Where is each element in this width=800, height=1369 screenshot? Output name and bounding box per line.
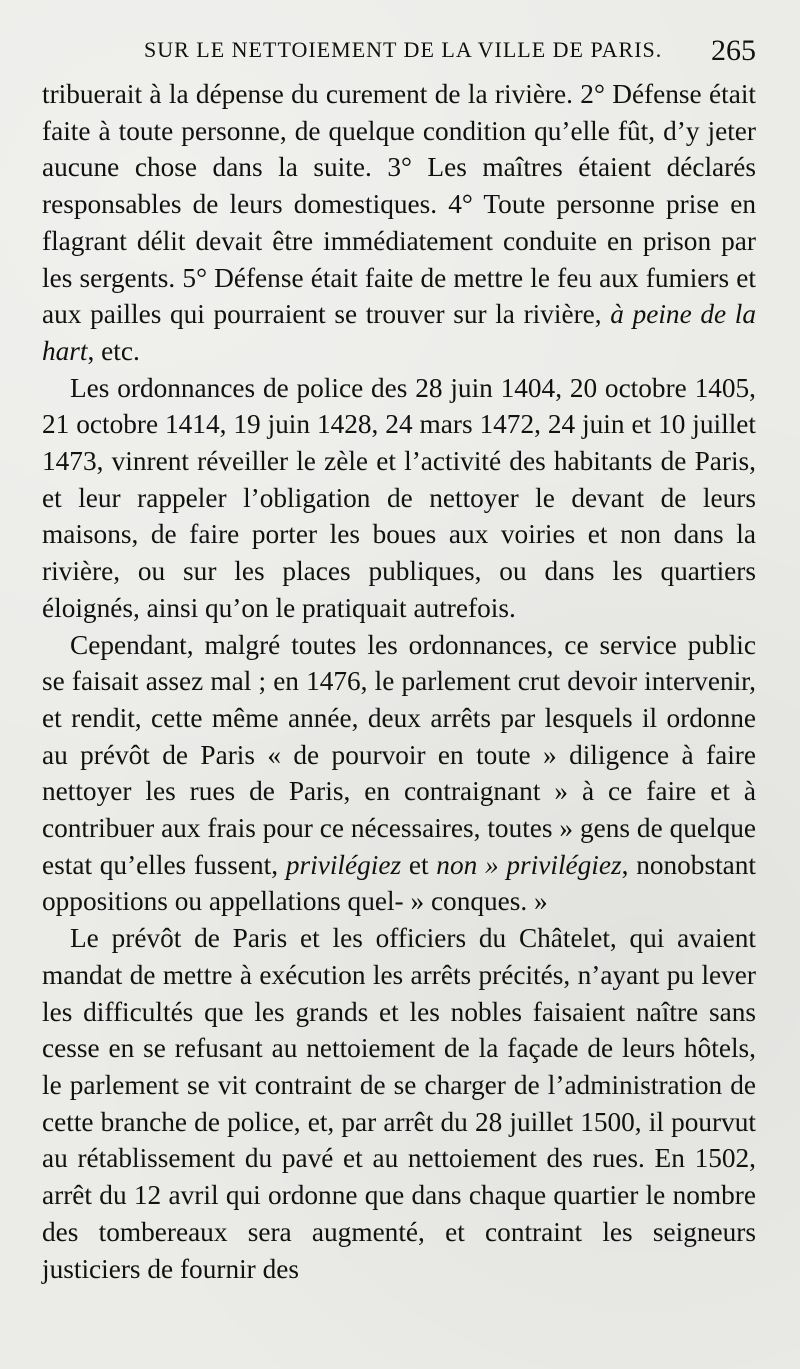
page-number: 265 [711, 34, 756, 67]
paragraph-4-text: Le prévôt de Paris et les officiers du Châtelet, qui avaient mandat de mettre à exécution les arrêts précités, n’ayant pu lever les difficultés que les grands et les nobles faisaient naître sans cesse en se refusant au nettoiement de la façade de leurs hôtels, le parlement se vit contraint de se charger de l’administration de cette branche de police, et, par arrêt du 28 juillet 1500, il pourvut au rétablissement du pavé et au nettoiement des rues. En 1502, arrêt du 12 avril qui ordonne que dans chaque quartier le nombre des tombereaux sera augmenté, et contraint les seigneurs justiciers de fournir des [42, 923, 756, 1284]
running-title: SUR LE NETTOIEMENT DE LA VILLE DE PARIS. [144, 37, 663, 62]
body-text [42, 76, 756, 1287]
paragraph-1-text-a: tribuerait à la dépense du curement de la rivière. 2° Défense était faite à toute personne, de quelque condition qu’elle fût, d’y jeter aucune chose dans la suite. 3° Les maîtres étaient déclarés responsables de leurs domestiques. 4° Toute personne prise en flagrant délit devait être immédiatement conduite en prison par les sergents. 5° Défense était faite de mettre le feu aux fumiers et aux pailles qui pourraient se trouver sur la rivière, [42, 79, 756, 330]
paragraph-3-text-a: Cependant, malgré toutes les ordonnances, ce service public se faisait assez mal ; en 1476, le parlement crut devoir intervenir, et rendit, cette même année, deux arrêts par lesquels il ordonne au prévôt de Paris « de pourvoir en toute » diligence à faire nettoyer les rues de Paris, en contraignant » à ce faire et à contribuer aux frais pour ce nécessaires, toutes » gens de quelque estat qu’elles fussent, [42, 629, 756, 880]
paragraph-3-italic-privilegiez: privilégiez [285, 849, 402, 880]
paragraph-4 [42, 920, 756, 1287]
paragraph-2 [42, 370, 756, 627]
paragraph-3-text-b: et [401, 849, 437, 880]
paragraph-1-italic-phrase: à peine de la hart [42, 299, 756, 366]
paragraph-3-text-c: , nonobstant oppositions ou appellations quel- » conques. » [42, 849, 756, 917]
paragraph-3-italic-non-privilegiez: non » privilégiez [436, 849, 622, 880]
paragraph-2-text: Les ordonnances de police des 28 juin 1404, 20 octobre 1405, 21 octobre 1414, 19 juin 1428, 24 mars 1472, 24 juin et 10 juillet 1473, vinrent réveiller le zèle et l’activité des habitants de Paris, et leur rappeler l’obligation de nettoyer le devant de leurs maisons, de faire porter les boues aux voiries et non dans la rivière, ou sur les places publiques, ou dans les quartiers éloignés, ainsi qu’on le pratiquait autrefois. [42, 372, 756, 623]
paragraph-3 [42, 627, 756, 921]
paragraph-1 [42, 76, 756, 370]
paragraph-1-text-b: , etc. [87, 335, 140, 366]
running-header [42, 34, 756, 74]
